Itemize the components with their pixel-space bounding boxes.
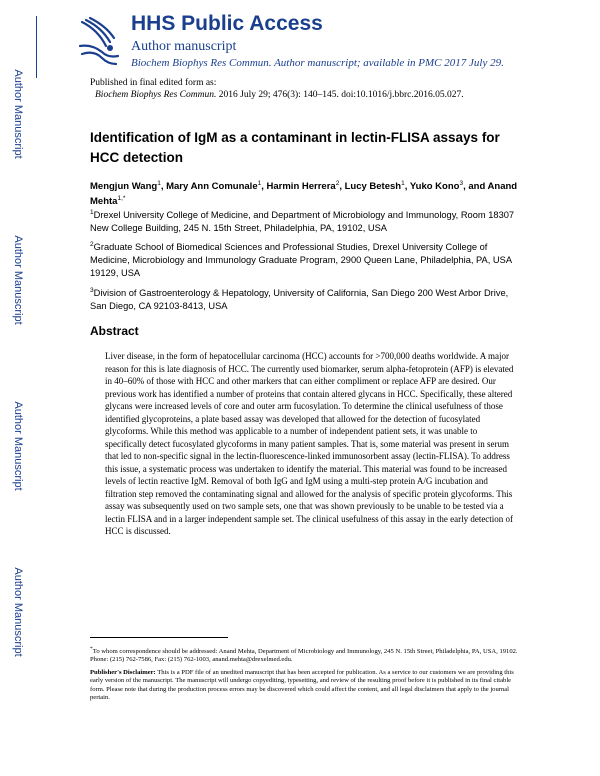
author-affiliation-mark: 1 <box>157 180 161 187</box>
author-separator: , and <box>463 181 488 193</box>
author-name: Yuko Kono <box>409 181 460 193</box>
affiliation-number: 1 <box>90 209 94 216</box>
affiliation-text: Graduate School of Biomedical Sciences and Professional Studies, Drexel University College of Medicine, Microbiology and Immunology Graduate Program, 2900 Queen Lane, Philadelphia, PA, USA 19129, USA <box>90 242 512 279</box>
author-affiliation-mark: 1 <box>257 180 262 187</box>
affiliation-3 <box>90 284 520 313</box>
author-affiliation-mark: 2 <box>335 180 340 187</box>
hhs-eagle-logo-icon <box>76 16 122 70</box>
disclaimer-text: This is a PDF file of an unedited manuscript that has been accepted for publication. As a service to our customers we are providing this early version of the manuscript. The manuscript will undergo copyediting, typesetting, and review of the resulting proof before it is published in its final citable form. Please note that during the production process errors may be discovered which could affect the content, and all legal disclaimers that apply to the journal pertain. <box>90 669 514 701</box>
author-name: Harmin Herrera <box>266 181 336 193</box>
header-divider <box>36 16 37 78</box>
published-label: Published in final edited form as: <box>90 78 217 88</box>
author-affiliation-mark: 3 <box>459 180 464 187</box>
affiliation-text: Division of Gastroenterology & Hepatology, University of California, San Diego 200 West Arbor Drive, San Diego, CA 92103-8413, USA <box>90 288 509 312</box>
author-affiliation-mark: 1 <box>401 180 405 187</box>
sidebar-label: Author Manuscript <box>12 69 24 159</box>
author-separator: , <box>160 181 167 193</box>
journal-availability-line <box>131 57 504 69</box>
author-affiliation-mark: 1,* <box>117 195 126 203</box>
correspondence-footnote <box>90 645 520 665</box>
footnote-marker: * <box>90 646 93 652</box>
author-name: Lucy Betesh <box>344 181 402 193</box>
author-name: Anand Mehta <box>90 181 518 208</box>
author-separator: , <box>404 181 410 193</box>
journal-availability-text: Biochem Biophys Res Commun. Author manuscript; available in PMC 2017 July 29. <box>131 57 504 69</box>
author-separator: , <box>261 181 267 193</box>
sidebar-label: Author Manuscript <box>12 235 24 325</box>
affiliation-1 <box>90 206 520 235</box>
affiliation-2 <box>90 238 520 280</box>
author-name: Mengjun Wang <box>90 181 158 193</box>
author-list <box>90 178 520 208</box>
abstract-heading: Abstract <box>90 324 139 338</box>
affiliation-number: 3 <box>90 287 94 294</box>
affiliation-number: 2 <box>90 241 94 248</box>
author-manuscript-subtitle: Author manuscript <box>131 39 237 54</box>
footnote-rule <box>90 637 228 638</box>
disclaimer-label: Publisher's Disclaimer: <box>90 669 156 676</box>
abstract-body: Liver disease, in the form of hepatocellular carcinoma (HCC) accounts for >700,000 deaths worldwide. A major reason for this is late diagnosis of HCC. The currently used biomarker, serum alpha-fetoprotein (AFP) is elevated in 40–60% of those with HCC and other markers that can either compliment or replace AFP are desired. Our previous work has identified a number of proteins that contain altered glycans in HCC. Specifically, these altered glycans were increased levels of core and outer arm fucosylation. To determine the clinical usefulness of those identified glycoproteins, a plate based assay was developed that allowed for the detection of fucosylated glycoforms. While this method was applicable to a number of independent patient sets, it was unable to specifically detect fucosylated glycoforms in many patient samples. That is, some material was present in serum that led to non-specific signal in the lectin-fluorescence-linked immunosorbent assay (lectin-FLISA). To address this issue, a systematic process was undertaken to identify the material. This material was found to be increased levels of lectin reactive IgM. Removal of both IgG and IgM using a multi-step protein A/G incubation and filtration step removed the contaminating signal and allowed for the analysis of specific protein glycoforms. This assay was subsequently used on two sample sets, one that was shown previously to be unable to be tested via a lectin FLISA and in a larger independent sample set. The clinical usefulness of this assay in the early detection of HCC is discussed. <box>105 351 514 536</box>
author-separator: , <box>339 181 345 193</box>
publisher-disclaimer <box>90 669 520 702</box>
sidebar-label: Author Manuscript <box>12 567 24 657</box>
citation-details: 2016 July 29; 476(3): 140–145. doi:10.1016/j.bbrc.2016.05.027. <box>216 90 464 100</box>
correspondence-text: To whom correspondence should be addressed: Anand Mehta, Department of Microbiology and Immunology, 245 N. 15th Street, Philadelphia, PA, USA, 19102. Phone: (215) 762-7586, Fax: (215) 762-1003, anand.mehta@drexelmed.edu. <box>90 648 518 664</box>
sidebar-label: Author Manuscript <box>12 401 24 491</box>
affiliation-text: Drexel University College of Medicine, and Department of Microbiology and Immunology, Room 18307 New College Building, 245 N. 15th Street, Philadelphia, PA, 19102, USA <box>90 210 515 234</box>
article-title: Identification of IgM as a contaminant in lectin-FLISA assays for HCC detection <box>90 130 500 165</box>
author-manuscript-sidebar <box>0 0 36 776</box>
citation-journal: Biochem Biophys Res Commun. <box>95 90 217 100</box>
publication-citation <box>95 90 464 100</box>
author-name: Mary Ann Comunale <box>166 181 258 193</box>
hhs-public-access-title: HHS Public Access <box>131 12 323 35</box>
